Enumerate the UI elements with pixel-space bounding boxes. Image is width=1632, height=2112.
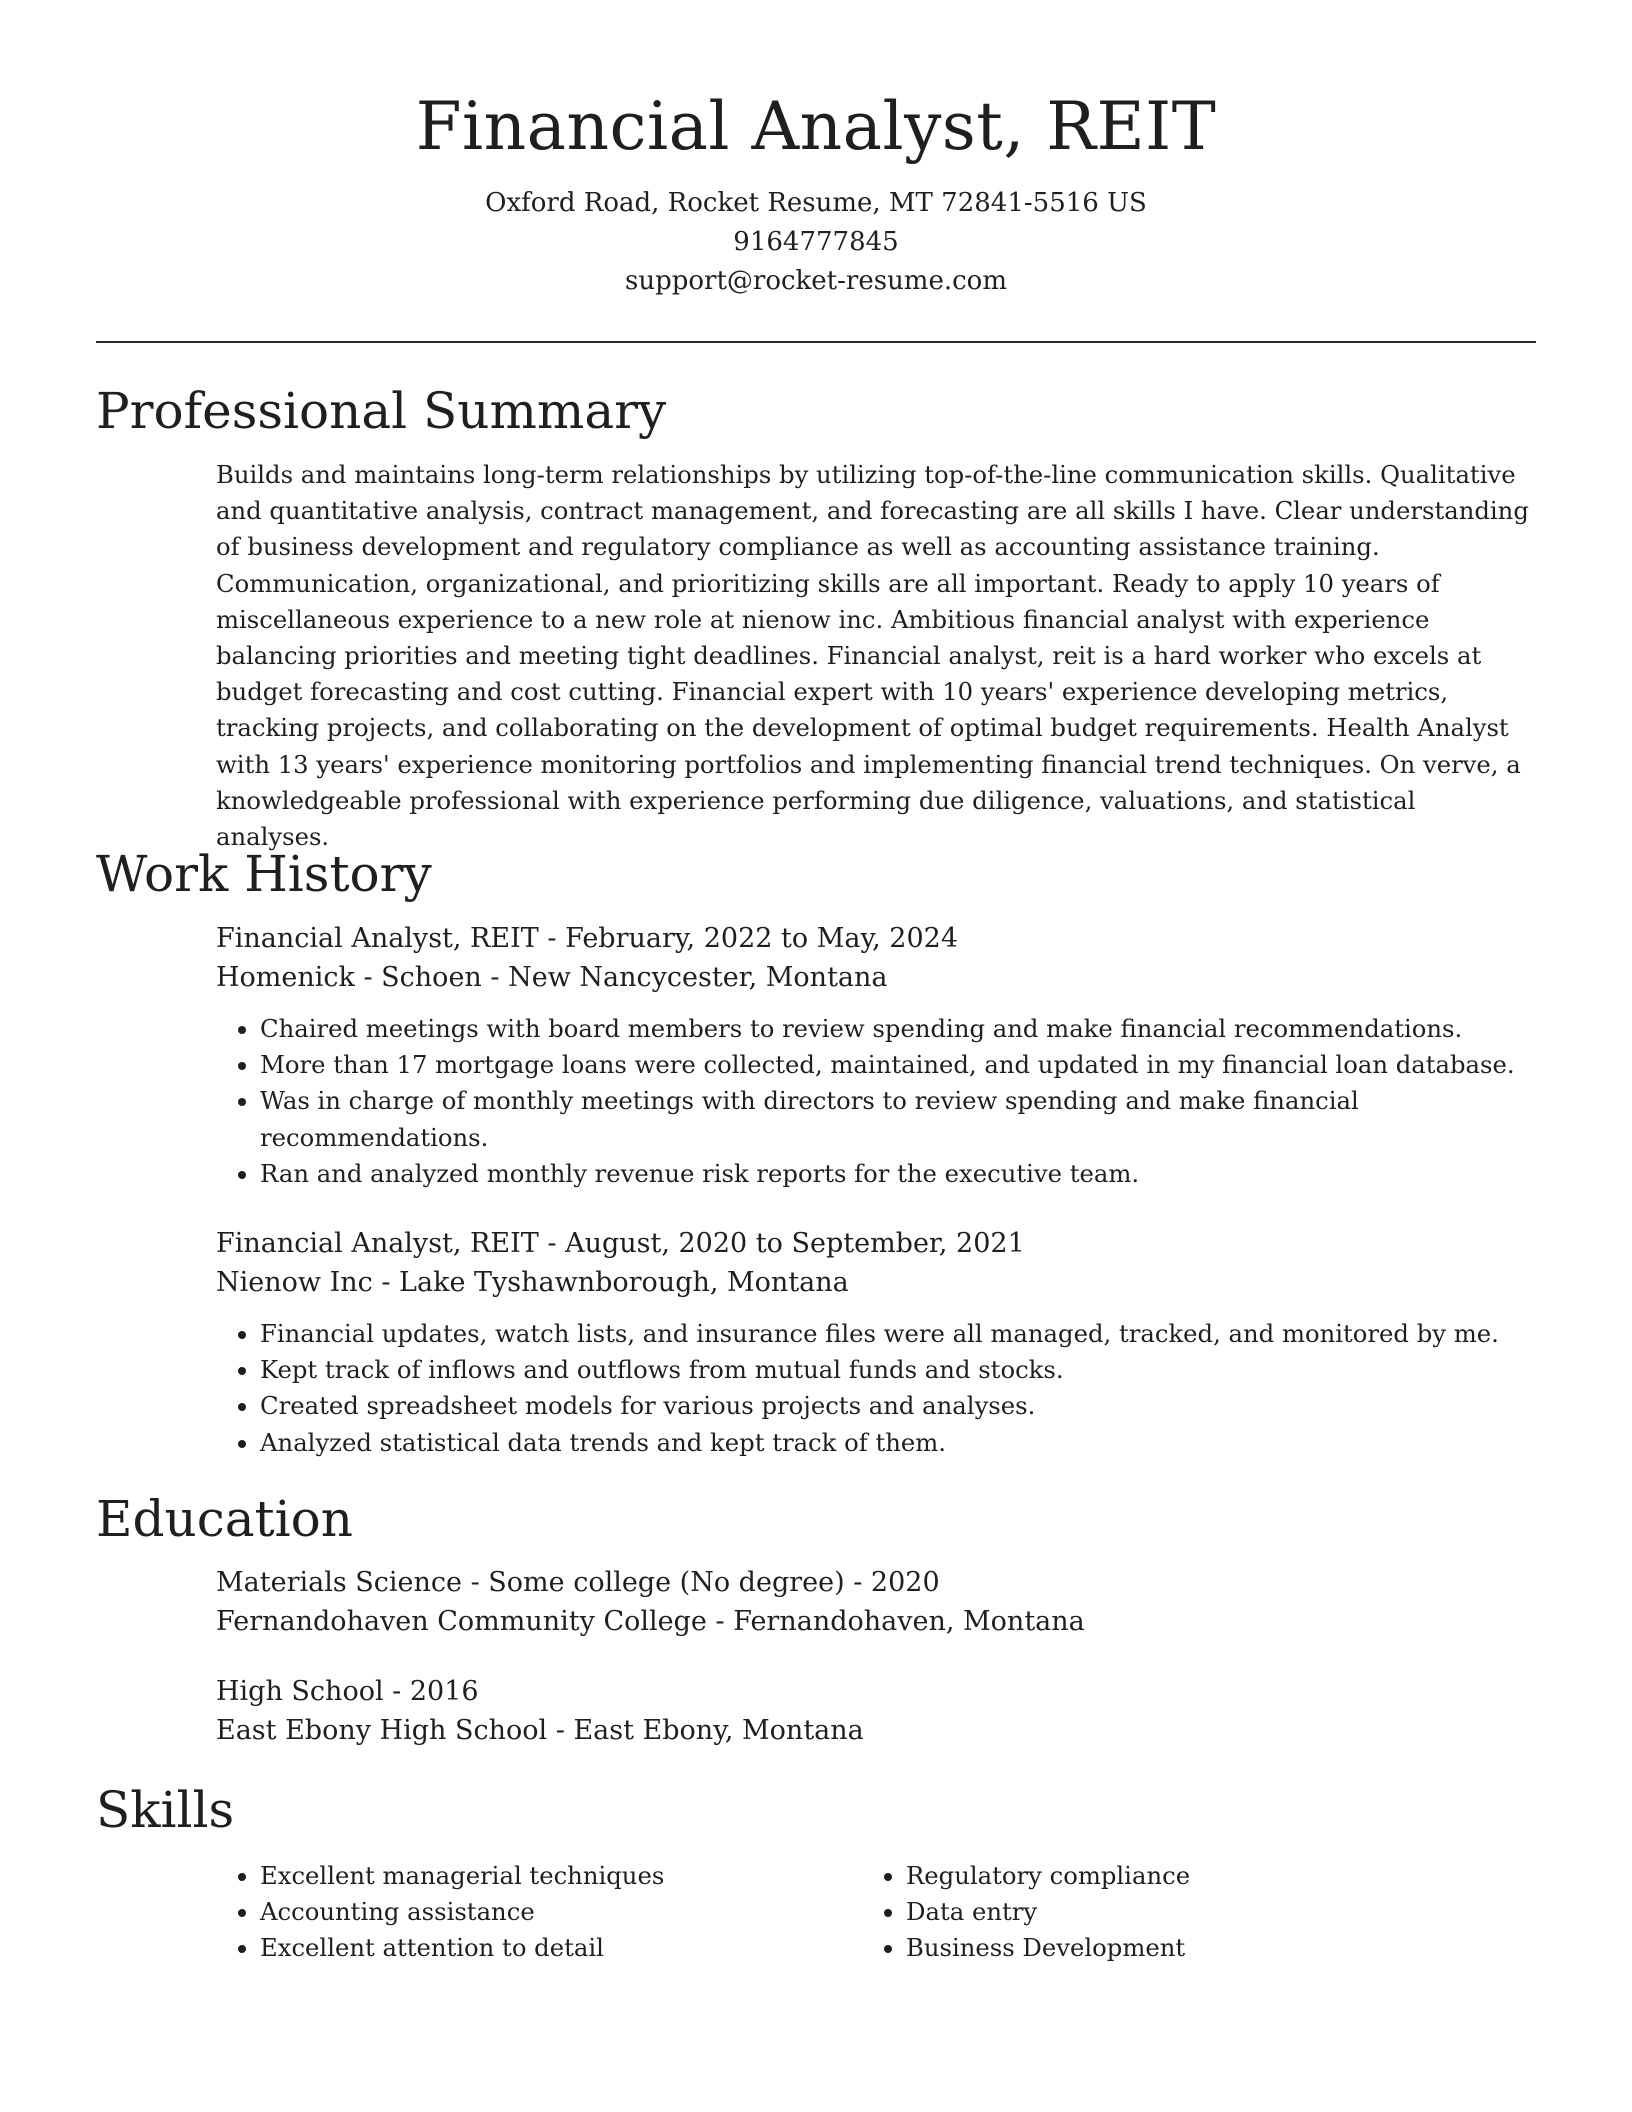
education-degree-line	[216, 1673, 1534, 1712]
summary-text: Builds and maintains long-term relationships by utilizing top-of-the-line communication skills. Qualitative and quantitative analysis, contract management, and forecasting are all skills I have. Clear understanding of business development and regulatory compliance as well as accounting assistance training. Communication, organizational, and prioritizing skills are all important. Ready to apply 10 years of miscellaneous experience to a new role at nienow inc. Ambitious financial analyst with experience balancing priorities and meeting tight deadlines. Financial analyst, reit is a hard worker who excels at budget forecasting and cost cutting. Financial expert with 10 years' experience developing metrics, tracking projects, and collaborating on the development of optimal budget requirements. Health Analyst with 13 years' experience monitoring portfolios and implementing financial trend techniques. On verve, a knowledgeable professional with experience performing due diligence, valuations, and statistical analyses.	[216, 460, 1529, 852]
job-bullet: • Financial updates, watch lists, and insurance files were all managed, tracked, and monitored by me.	[260, 1316, 1534, 1352]
job-location: - Lake Tyshawnborough, Montana	[372, 1266, 849, 1298]
job-bullet: • Ran and analyzed monthly revenue risk reports for the executive team.	[260, 1156, 1534, 1192]
job-dates: - August, 2020 to September, 2021	[538, 1228, 1025, 1259]
education-school: East Ebony High School	[216, 1714, 548, 1746]
contact-phone: 9164777845	[733, 227, 899, 257]
contact-info	[0, 184, 1632, 301]
skill-item: • Regulatory compliance	[906, 1858, 1502, 1894]
header-divider	[96, 341, 1536, 343]
education-degree-line	[216, 1564, 1534, 1603]
summary-heading: Professional Summary	[96, 382, 667, 440]
job-dates: - February, 2022 to May, 2024	[538, 923, 958, 954]
education-entry	[216, 1564, 1534, 1641]
education-school-line	[216, 1603, 1534, 1642]
education-entry	[216, 1673, 1534, 1750]
job-bullet: • Created spreadsheet models for various projects and analyses.	[260, 1388, 1534, 1424]
job-bullet: • Chaired meetings with board members to review spending and make financial recommendations.	[260, 1011, 1534, 1047]
job-bullet: • Was in charge of monthly meetings with directors to review spending and make financial recommendations.	[260, 1083, 1534, 1155]
skills-list	[862, 1858, 1502, 1967]
education-year: - 2020	[844, 1567, 940, 1598]
job-bullet: • More than 17 mortgage loans were collected, maintained, and updated in my financial loan database.	[260, 1047, 1534, 1083]
education-school-line	[216, 1712, 1534, 1751]
job-company: Homenick - Schoen	[216, 961, 482, 993]
job-bullets	[216, 1011, 1534, 1192]
contact-address: Oxford Road, Rocket Resume, MT 72841-5516 US	[485, 188, 1147, 218]
education-heading: Education	[96, 1490, 353, 1548]
job-title: Financial Analyst, REIT	[216, 1228, 539, 1259]
skill-item: • Business Development	[906, 1930, 1502, 1966]
skills-column-left	[216, 1858, 856, 1967]
resume-name: Financial Analyst, REIT	[415, 88, 1217, 165]
job-company: Nienow Inc	[216, 1266, 373, 1298]
skill-item: • Excellent managerial techniques	[260, 1858, 856, 1894]
job-title-line	[216, 920, 1534, 959]
work-history-heading: Work History	[96, 845, 432, 903]
contact-email: support@rocket-resume.com	[624, 266, 1007, 296]
skill-item: • Excellent attention to detail	[260, 1930, 856, 1966]
job-location: - New Nancycester, Montana	[481, 961, 888, 993]
job-bullet: • Kept track of inflows and outflows from mutual funds and stocks.	[260, 1352, 1534, 1388]
skill-item: • Data entry	[906, 1894, 1502, 1930]
job-title-line	[216, 1225, 1534, 1264]
summary-section	[216, 457, 1534, 855]
resume-header	[0, 86, 1632, 301]
education-location: - Fernandohaven, Montana	[706, 1605, 1085, 1637]
education-location: - East Ebony, Montana	[547, 1714, 864, 1746]
job-company-line	[216, 1264, 1534, 1303]
education-school: Fernandohaven Community College	[216, 1605, 707, 1637]
skills-column-right	[862, 1858, 1502, 1967]
job-bullets	[216, 1316, 1534, 1461]
job-title: Financial Analyst, REIT	[216, 923, 539, 954]
skill-item: • Accounting assistance	[260, 1894, 856, 1930]
education-degree: Materials Science - Some college (No degree)	[216, 1567, 845, 1598]
job-bullet: • Analyzed statistical data trends and kept track of them.	[260, 1425, 1534, 1461]
skills-list	[216, 1858, 856, 1967]
job-entry	[216, 920, 1534, 1192]
education-year: - 2016	[383, 1676, 479, 1707]
job-entry	[216, 1225, 1534, 1461]
job-company-line	[216, 959, 1534, 998]
education-degree: High School	[216, 1676, 384, 1707]
skills-heading: Skills	[96, 1781, 235, 1839]
